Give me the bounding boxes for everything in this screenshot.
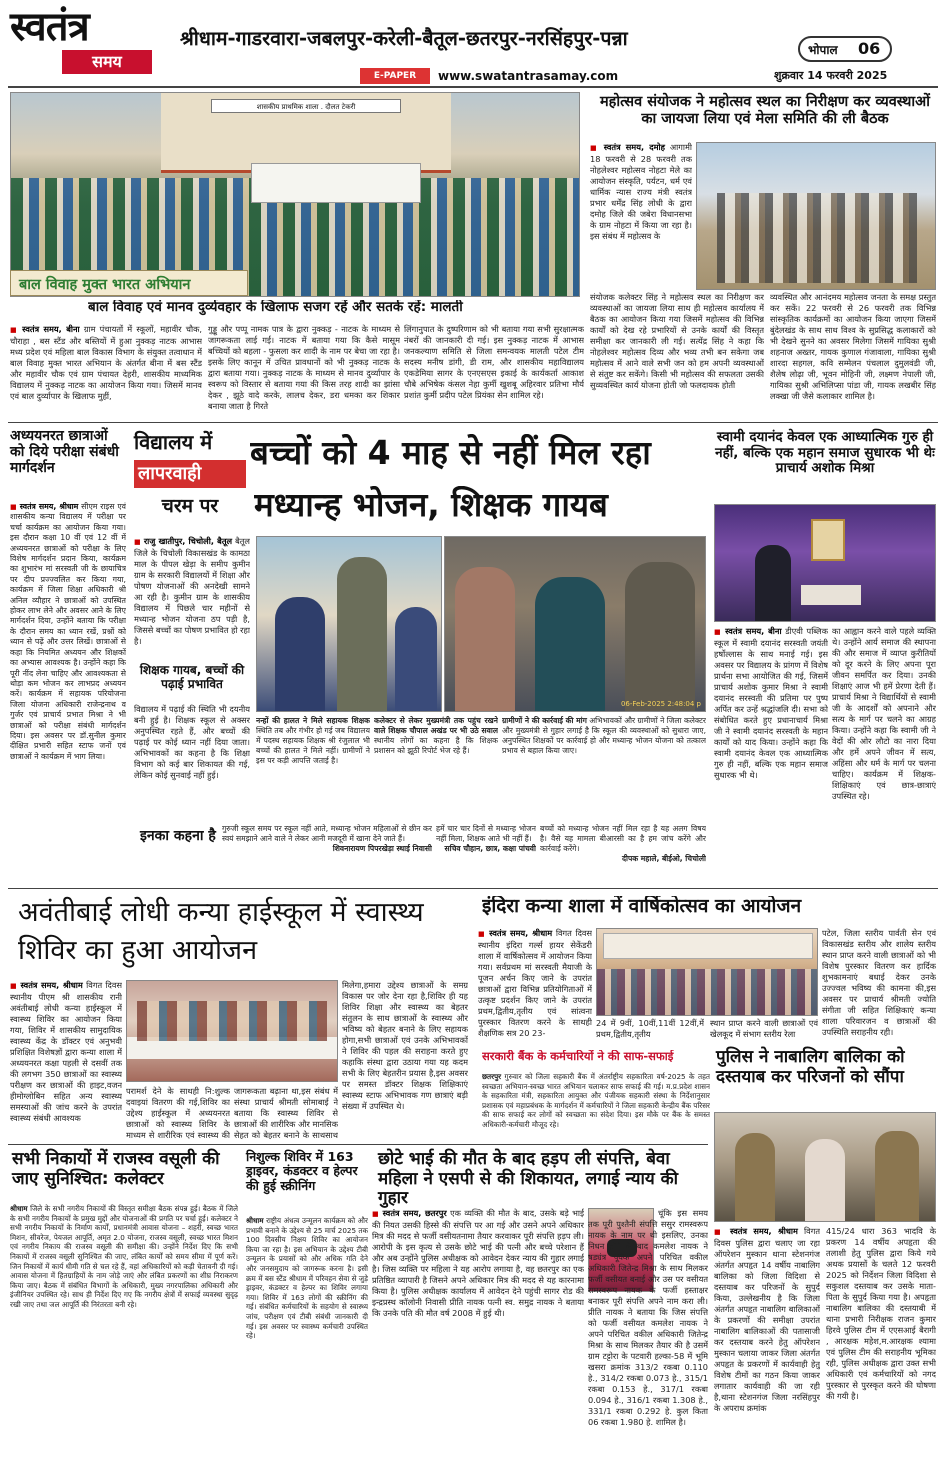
story6-headline: अवंतीबाई लोधी कन्या हाईस्कूल में स्वास्थ्य शिविर का हुआ आयोजन: [18, 897, 424, 966]
story1-dateline: ■ स्वतंत्र समय, बीना: [10, 324, 80, 334]
story4-body2: विद्यालय में पढ़ाई की स्थिति भी दयनीय बनी हुई है। शिक्षक स्कूल से अक्सर अनुपस्थित रहते हैं, और बच्चों की पढ़ाई पर कोई ध्यान नहीं दिया जाता। अभिभावकों का कहना है कि शिक्षा विभाग को कई बार शिकायत की गई, लेकिन कोई सुनवाई नहीं हुई।: [134, 704, 250, 780]
story6-col3: जागरूकता बढ़ाना था,इस संबंध में संस्था प्राचार्य श्रीमती सोमाबाई ने बताया कि स्वास्थ्य शिविर से छात्राओं की शारीरिक और मानसिक सेहत को बेहतर बनाने के साथसाथ: [234, 1086, 338, 1140]
stage-banner: [603, 933, 813, 959]
story3-body-text: सीएम राइस एवं शासकीय कन्या विद्यालय में परीक्षा पर चर्चा कार्यक्रम का आयोजन किया गया। इस दौरान कक्षा 10 वीं एवं 12 वीं में अध्ययनरत छात्राओं को परीक्षा के लिए विशेष मार्गदर्शन प्रदान किया, कार्यक्रम का शुभारंभ मां सरस्वती जी के छायाचित्र पर दीप प्रज्ज्वलित कर किया गया, कार्यक्रम में जिला शिक्षा अधिकारी श्री अनिल व्यौहार ने छात्राओं को उपस्थित होकर लाभ लेने और अवसर आने के लिए मार्गदर्शन दिया, उन्होंने बताया कि परीक्षा के दौरान समय का ध्यान रखें, प्रश्नों को ध्यान से पढ़ें और उत्तर लिखें। छात्राओं से कहा कि नियमित अध्ययन और शिक्षकों का अभ्यास आवश्यक है। उन्होंने कहा कि पूरी नींद लेना चाहिए और आवश्यकता से थोड़ा कम भोजन कर लाभप्रद अध्ययन करें। कार्यक्रम में सहायक परियोजना जिला योजना अधिकारी राजेन्द्रनाथ व गुर्जर एवं प्राचार्य प्रभात मिश्रा ने भी छात्राओं को परीक्षा संबंधी मार्गदर्शन दिया। इस अवसर पर डॉ.सुनील कुमार दीक्षित प्रभारी सहित स्टाफ जनों एवं छात्राओं ने कार्यक्रम में भाग लिया।: [10, 502, 126, 761]
story3-body: [10, 502, 126, 878]
police-handover-photo: [714, 1112, 936, 1222]
rule-row1: [8, 422, 938, 423]
villager-3: [625, 562, 695, 712]
dayanand-tribute-photo: [714, 504, 936, 622]
police-officer-1: [735, 1133, 775, 1222]
epaper-strip: [180, 68, 940, 84]
story9-headline: पुलिस ने नाबालिग बालिका को दस्तयाब कर परिजनों को सौंपा: [716, 1047, 905, 1087]
school-children-photo: [256, 536, 442, 712]
caption-3: [502, 716, 706, 812]
villager-1: [455, 567, 515, 712]
quote-1-by: शिवनारायण पिपरखेड़ा स्थाई निवासी: [332, 844, 432, 853]
caption-3-body: अभिभावकों और ग्रामीणों ने जिला कलेक्टर और मुख्यमंत्री से गुहार लगाई है कि स्कूल की व्यवस्थाओं को सुधारा जाए, अनुपस्थित शिक्षकों पर कार्रवाई हो और मध्यान्ह भोजन योजना को तत्काल प्रभाव से बहाल किया जाए।: [502, 716, 706, 755]
rule-row3: [8, 1144, 708, 1145]
story8-dateline: छतरपुर: [482, 1072, 502, 1081]
story12-col1-text: एक व्यक्ति की मौत के बाद, उसके बड़े भाई की नियत उसकी हिस्से की संपत्ति पर आ गई और उसने अपने अधिकार मित्र की मदद से फर्जी वसीयतनामा तैयार करवाकर पूरी संपत्ति हड़प ली। आरोपी के इस कृत्य से उसके छोटे भाई की पत्नी और बच्चे परेशान हैं और अब उन्होंने पुलिस अधीक्षक को आवेदन देकर न्याय की गुहार लगाई है। जिस व्यक्ति पर महिला ने यह आरोप लगाया है, वह छतरपुर का एक प्रतिष्ठित व्यापारी है जिसने अपने अधिकार मित्र की मदद से यह कारनामा किया है। पुलिस अधीक्षक कार्यालय में आवेदन देने पहुंची सागर रोड की इन्द्रप्रस्थ कॉलोनी निवासी प्रीति नायक पत्नी स्व. समुद्र नायक ने बताया कि उनके पति की मौत वर्ष 2008 में हुई थी।: [372, 1208, 584, 1318]
story7-col-right: पटेल, जिला स्तरीय पार्वती सेन एवं विकासखंड स्तरीय और शालेय स्तरीय स्थान प्राप्त करने वाली छात्राओं को भी विशेष पुरस्कार वितरण कर हार्दिक शुभकामनाएं बधाई देकर उनके उज्ज्वल भविष्य की कामना की,इस अवसर पर प्राचार्य श्रीमती ज्योति संगीता जी सहित शिक्षिकाएं कन्या शाला परिवारजन व छात्राओं की उपस्थिति सराहनीय रही।: [822, 928, 936, 1037]
story3-dateline: ■ स्वतंत्र समय, श्रीधाम: [10, 502, 78, 511]
camp-people: [137, 1001, 327, 1041]
story10-body: [10, 1204, 238, 1460]
story6-col1: [10, 980, 122, 1140]
quote-3-by: दीपक महाले, बीईओ, चिचोली: [621, 854, 706, 863]
mela-inspection-photo: [696, 142, 936, 290]
story12-col1: [372, 1208, 584, 1460]
issue-date: शुक्रवार 14 फरवरी 2025: [774, 69, 888, 82]
banner-caption-bar: [10, 270, 248, 296]
story9-col1-text: विगत दिवस पुलिस द्वारा चलाए जा रहा ऑपरेशन मुस्कान थाना स्टेशनगंज अंतर्गत अपहृत 14 वर्षीय नाबालिग बालिका को जिला विदिशा से दस्तयाब कर परिजनों के सुपुर्द किया, उल्लेखनीय है कि जिला अंतर्गत अपहृत नाबालिग बालिकाओं के प्रकरणों की समीक्षा उपरांत नाबालिग बालिकाओं की पतासाजी कर दस्तयाब करने हेतु ऑपरेशन मुस्कान चलाया जाकर जिला अंतर्गत अपहृत के प्रकरणों में कार्यवाही हेतु विशेष टीमों का गठन किया जाकर लगातार कार्यवाही की जा रही है,थाना स्टेशनगंज जिला नरसिंहपुर के अपराध क्रमांक: [714, 1226, 820, 1413]
photo-timestamp: 06-Feb-2025 2:48:04 p: [620, 700, 701, 708]
story1-headline: बाल विवाह एवं मानव दुर्व्यवहार के खिलाफ सजग रहें और सतर्क रहें: मालती: [88, 300, 463, 315]
story4-headline-line1: बच्चों को 4 माह से नहीं मिल रहा: [250, 434, 651, 472]
story7-under-photo-left: 24 में 9वीं, 10वीं,11वीं 12वीं,में प्रथम,द्वितीय,तृतीय: [596, 1018, 704, 1039]
edition-city: भोपाल: [808, 43, 838, 57]
child-figure-2: [395, 607, 437, 712]
story10-dateline: श्रीधाम: [10, 1204, 28, 1213]
caption-1-body: स्थिति तब और गंभीर हो गई जब विद्यालय में पदस्थ सहायक शिक्षक श्री रंजुलाल भी बच्चों की हालत ने मिले नहीं। ग्रामीणों ने इस पर कड़ी आपत्ति जताई है।: [256, 726, 370, 765]
story7-col1-text: विगत दिवस स्थानीय इंदिरा गर्ल्स हायर सेकेंडरी शाला में वार्षिकोत्सव में आयोजन किया गया। सर्वप्रथम मां सरस्वती मैयाजी के पूजन अर्चन किए जाने के उपरांत छात्राओं द्वारा विभिन्न प्रतियोगिताओं में उत्कृष्ट प्रदर्शन किए जाने के उपरांत प्रथम,द्वितीय,तृतीय एवं सांत्वना पुरस्कार वितरण करने के साथही शैक्षणिक सत्र 20 23-: [478, 928, 592, 1038]
kicker-red: लापरवाही: [134, 460, 246, 488]
story5-headline: स्वामी दयानंद केवल एक आध्यात्मिक गुरु ही नहीं, बल्कि एक महान समाज सुधारक भी थेः प्राचार्य अशोक मिश्रा: [715, 429, 935, 477]
story5-col1-text: डीएवी पब्लिक स्कूल में स्वामी दयानंद सरस्वती जयंती हर्षोल्लास के साथ मनाई गई। इस अवसर पर विद्यालय के प्रांगण में विशेष प्रार्थना सभा आयोजित की गई, जिसमें प्राचार्य अशोक कुमार मिश्रा ने स्वामी दयानंद सरस्वती की प्रतिमा पर पुष्प अर्पित कर उन्हें श्रद्धांजलि दी। सभा को संबोधित करते हुए प्रधानाचार्य मिश्रा जी ने स्वामी दयानंद सरस्वती के महान कार्यों को याद किया। उन्होंने कहा कि स्वामी दयानंद केवल एक आध्यात्मिक गुरु ही नहीं, बल्कि एक महान समाज सुधारक भी थे।: [714, 626, 828, 780]
principal-figure: [755, 545, 791, 622]
girl-figure: [805, 1139, 845, 1222]
story4-headline-line2: मध्यान्ह भोजन, शिक्षक गायब: [254, 486, 608, 524]
child-marriage-group-photo: [10, 92, 580, 297]
story1-col3: लिंगानुपात के दुष्परिणाम को भी बताया गया सभी सुरक्षात्मक नंबरों की जानकारी दी गई। इस नुक्कड़ नाटक में आभास जनकल्याण समिति से जिला समन्वयक मालती पटेल टीम सदस्य मनीष डांगी, डी राम, और शासकीय महाविद्यालय एकडेमिया सागर के एनएसएस इकाई के कार्यकर्ता आकाश चौबे अभिषेक कंसल नेहा कुर्मी खुशबू अहिरवार प्रतिभा मौर्य प्रशांत कुर्मी प्रदीप पटेल प्रियंका सेन शामिल रहे।: [404, 324, 584, 400]
quote-2-text: हमें चार चार दिनों से मध्यान्ह भोजन नहीं मिला, शिक्षक आते भी नहीं हैं।: [436, 824, 536, 843]
banner-caption: बाल विवाह मुक्त भारत अभियान: [19, 277, 191, 293]
child-figure-1: [275, 597, 325, 712]
quote-1: [222, 824, 432, 884]
caption-1: [256, 716, 370, 812]
story6-col1-text: विगत दिवस स्थानीय पीएम श्री शासकीय रानी अवंतीबाई लोधी कन्या हाईस्कूल में स्वास्थ्य शिविर का आयोजन किया गया, शिविर में शासकीय सामुदायिक स्वास्थ्य केंद्र के डॉक्टर एवं अनुभवी प्रशिक्षित विशेषज्ञों द्वारा कन्या शाला में अध्ययनरत कक्षा पहली से दसवीं तक की लगभग 350 छात्राओं का स्वास्थ्य परीक्षण कर छात्राओं की हाइट,वजन हीमोग्लोबिन सहित अन्य स्वास्थ्य समस्याओं की जांच करने के उपरांत स्वास्थ्य संबंधी आवश्यक: [10, 980, 122, 1123]
story9-col1: [714, 1226, 820, 1460]
story2-col-left-text: आगामी 18 फरवरी से 28 फरवरी तक नोहलेश्वर महोत्सव नोहटा मेले का आयोजन संस्कृति, पर्यटन, धर्म एवं धार्मिक न्यास राज्य मंत्री स्वतंत्र प्रभार धर्मेंद्र सिंह लोधी के द्वारा दमोह जिले की जबेरा विधानसभा के ग्राम नोहटा में किया जा रहा है। इस संबंध में महोत्सव के: [590, 142, 692, 241]
story6-col4: मिलेगा,हमारा उद्देश्य छात्राओं के समग्र विकास पर जोर देना रहा है,शिविर ही यह शिविर शिक्षा और स्वास्थ्य का बेहतर संतुलन के साथ छात्राओं के स्वास्थ्य और भविष्य को बेहतर बनाने के लिए सहायक होगा,सभी छात्राओं एवं उनके अभिभावकों ने शिविर की पहल की सराहना करते हुए कहाकि संस्था द्वारा उठाया गया यह कदम सभी के लिए बेहतरीन प्रयास है,इस अवसर पर समस्त डॉक्टर शिक्षक शिक्षिकाएं स्वास्थ्य स्टाफ अभिभावक गण छात्राएं बड़ी संख्या में उपस्थित थे।: [342, 980, 468, 1111]
story9-dateline: ■ स्वतंत्र समय, श्रीधाम: [714, 1226, 798, 1236]
story7-under-photo-right: स्थान प्राप्त करने वाली छात्राओं एवं खेलकूद में संभाग स्तरीय रेला: [710, 1018, 818, 1039]
story2-headline: महोत्सव संयोजक ने महोत्सव स्थल का निरीक्षण कर व्यवस्थाओं का जायजा लिया एवं मेला समिति की ली बैठक: [600, 94, 930, 127]
masthead-logo-top: स्वतंत्र: [10, 4, 89, 50]
quote-2-by: सचिव चौहान, छात्र, कक्षा पांचवी: [444, 844, 536, 853]
epaper-label: E-PAPER: [360, 68, 430, 84]
masthead-cities: श्रीधाम-गाडरवारा-जबलपुर-करेली-बैतूल-छतरपुर-नरसिंहपुर-पन्ना: [180, 27, 628, 50]
story12-dateline: ■ स्वतंत्र समय, छतरपुर: [372, 1208, 447, 1218]
quote-3: [540, 824, 706, 884]
story4-kicker: [134, 428, 246, 532]
health-camp-photo: [126, 980, 338, 1082]
edition-badge: [798, 36, 892, 62]
story1-col2: गुड्डू और पप्पू नामक पात्र के द्वारा नुक्कड़ - नाटक के माध्यम से जागरूकता लाई गई। नाटक में बताया गया कि कैसे मासूम बच्चियों को बहला - फुसला कर शादी के नाम पर बेचा जा रहा है। इसके लिए कानून में उचित प्रावधानों को भी नुक्कड़ नाटक के द्वारा बताया गया। नुक्कड़ नाटक के माध्यम से मानव दुर्व्यापार के स्वरूप को विस्तार से बताया गया की किस तरह शादी का झांसा देकर , झूठे वादे करके, लालच देकर, डरा धमका कर शिकार बनाया जाता है गिरते: [208, 324, 400, 411]
story4-intro-text: बैतूल जिले के चिचोली विकासखंड के कामठा माल के पीपल खेड़ा के समीप कुमीन ग्राम के सरकारी विद्यालयों में शिक्षा और पोषण योजनाओं की अनदेखी सामने आ रही है। कुमीन ग्राम के शासकीय विद्यालय में पिछले चार महीनों से मध्यान्ह भोजन योजना ठप पड़ी है, जिससे बच्चों का पोषण प्रभावित हो रहा है।: [134, 536, 250, 646]
story5-col2: का आह्वान करने वाले पहले व्यक्ति थे। उन्होंने आर्य समाज की स्थापना की और समाज में व्याप्त कुरीतियों को दूर करने के लिए अपना पूरा जीवन समर्पित कर दिया। उनकी शिक्षाएं आज भी हमें प्रेरणा देती हैं। प्राचार्य मिश्रा ने विद्यार्थियों से स्वामी जी के आदर्शों को अपनाने और सत्य के मार्ग पर चलने का आग्रह किया। उन्होंने कहा कि स्वामी जी ने वेदों की ओर लौटो का नारा दिया और हमें अपने जीवन में सत्य, अहिंसा और धर्म के मार्ग पर चलना चाहिए। कार्यक्रम में शिक्षक-शिक्षिकाएं एवं छात्र-छात्राएं उपस्थित रहे।: [832, 626, 936, 801]
story11-body-text: राष्ट्रीय अंधत्व उन्मूलन कार्यक्रम को और प्रभावी बनाने के उद्देश्य से 25 मार्च 2025 तक 100 दिवसीय निक्षय शिविर का आयोजन किया जा रहा है। इस अभियान के उद्देश्य टीबी उन्मूलन के प्रयासों को और अधिक गति देने और जनसमुदाय को जागरूक करना है। इसी क्रम में बस स्टैंड श्रीधाम में परिवहन सेवा से जुड़े ड्राइवर, कंडक्टर व हेल्पर का शिविर लगाया गया। शिविर में 163 लोगों की स्क्रीनिंग की गई। संबंधित कर्मचारियों के सहयोग से स्वास्थ्य जांच, परीक्षण एवं टीबी संबंधी जानकारी दी गई। इस अवसर पर स्वास्थ्य कर्मचारी उपस्थित रहे।: [246, 1216, 368, 1341]
story10-headline: सभी निकायों में राजस्व वसूली की जाए सुनिश्चित: कलेक्टर: [12, 1149, 220, 1189]
story1-col1-text: ग्राम पंचायतों में स्कूलों, महावीर चौक, चौराहा , बस स्टैंड और बस्तियों में हुआ नुक्कड़ नाटक आभास मध्य प्रदेश एवं महिला बाल विकास विभाग के संयुक्त तत्वाधान में बाल विवाह मुक्त भारत अभियान के अंतर्गत बीना में बस स्टैंड और महावीर चौक एवं ग्राम पंचायत देहरी, शासकीय माध्यमिक विद्यालय में नुक्कड़ नाटक का आयोजन किया गया। जिसमें मानव एवं बाल दुर्व्यापार के खिलाफ मुहीं,: [10, 324, 202, 401]
caption-2: [374, 716, 498, 812]
story11-headline: निशुल्क शिविर में 163 ड्राइवर, कंडक्टर व हेल्पर की हुई स्क्रीनिंग: [246, 1149, 358, 1193]
table-shape: [801, 585, 861, 605]
story7-headline: इंदिरा कन्या शाला में वार्षिकोत्सव का आयोजन: [482, 896, 802, 917]
story11-dateline: श्रीधाम: [246, 1216, 264, 1225]
story4-dateline: ■ राजु खातीपुर, चिचोली, बैतूल: [134, 536, 232, 546]
masthead: [0, 0, 945, 86]
story9-col2: 415/24 धारा 363 भादवि के प्रकरण 14 वर्षीय अपहृता की तलाशी हेतु पुलिस द्वारा किये गये अथक प्रयासों के चलते 12 फरवरी 2025 को निर्देशन जिला विदिशा से सकुशल दस्तयाब कर उसके माता-पिता के सुपुर्द किया गया है। अपहृता नाबालिग बालिका की दस्तयाबी में थाना प्रभारी निरीक्षक राजन कुमार हिरवे पुलिस टीम में एएसआई बैरागी , आरक्षक महेश,म.आरक्षक श्यामा एवं पुलिस टीम की सराहनीय भूमिका रही, पुलिस अधीक्षक द्वारा उक्त सभी अधिकारी एवं कर्मचारियों को नगद पुरस्कार से पुरस्कृत करने की घोषणा की गयी है।: [826, 1226, 936, 1401]
story6-col2: परामर्श देने के साथही नि:शुल्क दवाइयां वितरण की गई,शिविर का उद्देश्य हाईस्कूल में अध्ययनरत छात्राओं को स्वास्थ्य शिविर के माध्यम से शारीरिक एवं स्वास्थ्य की: [126, 1086, 230, 1140]
story11-body: [246, 1216, 368, 1460]
story5-dateline: ■ स्वतंत्र समय, बीना: [714, 626, 782, 636]
story4-intro: [134, 536, 250, 658]
caption-1-title: नन्हों की हालत ने मिले सहायक शिक्षक: [256, 716, 370, 725]
kicker-bottom: चरम पर: [161, 495, 219, 517]
caption-2-title: कलेक्टर से लेकर मुख्यमंत्री तक पहुंच रखने वाले शिक्षक चौपाल अखंड पर भी उठे सवाल: [374, 716, 498, 735]
story12-headline: छोटे भाई की मौत के बाद हड़प ली संपत्ति, बेवा महिला ने एसपी से की शिकायत, लगाई न्याय की गुहार: [378, 1149, 679, 1209]
quote-label: इनका कहना है: [140, 828, 216, 844]
masthead-logo-bottom: समय: [62, 50, 152, 74]
quote-1-text: गुरुजी स्कूल समय पर स्कूल नहीं आते, मध्यान्ह भोजन महिलाओं से छीन कर स्वयं समझाने आने वाले ने लेकर आनी मजदूरी में खाना देने जाते हैं।: [222, 824, 432, 843]
story2-col-b: व्यवस्थित और आनंदमय महोत्सव जनता के समक्ष प्रस्तुत कर सकें। 22 फरवरी से 26 फरवरी तक विभिन्न सांस्कृतिक कार्यक्रमों का आयोजन किया जाएगा जिसमें बुंदेलखंड के साथ साथ विश्व के सुप्रसिद्ध कलाकारों को भी देखने सुनने का अवसर मिलेगा जिसमें गायिका सुश्री शहनाज अख्तर, गायक कुणाल गंजावाला, गायिका सुश्री शारदा सहगल, कवि सम्मेलन पंचलाल दुमुलवंडी जी, शैलेष लोढ़ा जी, भूवन मोहिनी जी, लक्ष्मण नेपाली जी, गायिका सुश्री अभिलिप्सा पांडा जी, गायक लखबीर सिंह लक्खा जी जैसे कलाकार शामिल है।: [770, 292, 936, 401]
villagers-photo: [444, 536, 706, 712]
story10-body-text: जिले के सभी नगरीय निकायों की विस्तृत समीक्षा बैठक संपन्न हुई। बैठक में जिले के सभी नगरीय निकायों के प्रमुख मुद्दों और योजनाओं की प्रगति पर चर्चा हुई। कलेक्टर ने सभी नगरीय निकायों के निर्माण कार्यों, प्रधानमंत्री आवास योजना – शहरी, स्वच्छ भारत मिशन, सीवरेज, पेयजल आपूर्ति, अमृत 2.0 योजना, राजस्व वसूली, स्वच्छ भारत मिशन एवं नगरीय निकाय की राजस्व वसूली की समीक्षा की। उन्होंने निर्देश दिए कि सभी निकायों में राजस्व वसूली सुनिश्चित की जाए, लंबित कार्यों को समय सीमा में पूर्ण करें। जिन निकायों में कार्य धीमी गति से चल रहे हैं, वहां अधिकारियों को कड़ी चेतावनी दी गई। आवास योजना में हितग्राहियों के नाम जोड़े जाएं और लंबित प्रकरणों का शीघ्र निराकरण किया जाए। बैठक में संबंधित विभागों के अधिकारी, मुख्य नगरपालिका अधिकारी और इंजीनियर उपस्थित रहे। साथ ही निर्देश दिए गए कि नगरीय क्षेत्रों में सफाई व्यवस्था सुदृढ़ रखी जाए तथा जल आपूर्ति की निरंतरता बनी रहे।: [10, 1204, 238, 1309]
officials-group: [717, 193, 917, 283]
page-number: 06: [858, 39, 881, 58]
quote-2: [436, 824, 536, 884]
awareness-banner-white: [251, 163, 421, 203]
story7-col1: [478, 928, 592, 1040]
story2-col-left: [590, 142, 692, 290]
story2-col-a: संयोजक कलेक्टर सिंह ने महोत्सव स्थल का निरीक्षण कर व्यवस्थाओं का जायजा लिया साथ ही महोत्सव कार्यालय में बैठक का आयोजन किया गया जिसमें महोत्सव की विभिन्न कार्यों को देख रहे प्रभारियों से उनके कार्यों की विस्तृत समीक्षा कर जानकारी ली गई। सत्येंद्र सिंह ने कहा कि नोहलेश्वर महोत्सव दिव्य और भव्य तभी बन सकेगा जब महोत्सव में आने वाले सभी जन को हम अपनी व्यवस्थाओं से संतुष्ट कर सकेंगे। किसी भी महोत्सव की सफलता उसकी सुव्यवस्थित कार्य योजना होती जो फलदायक होती: [590, 292, 764, 390]
story6-dateline: ■ स्वतंत्र समय, श्रीधाम: [10, 980, 83, 990]
story12-col2: चूंकि इस समय तक पूरी पुश्तैनी संपत्ति ससुर रामस्वरूप नायक के नाम पर थी इसलिए, उनका निधन होने के बाद कमलेश नायक ने षड्यंत्र पूर्वक अपने परिचित वकील अधिकारी जितेन्द्र मिश्रा के साथ मिलकर फर्जी वसीयत बनाई और उस पर वसीयत रामस्वरूप नायक के फर्जी हस्ताक्षर बनाकर पूरी संपत्ति अपने नाम करा ली। प्रीति नायक ने बताया कि जिस संपत्ति को फर्जी वसीयत कमलेश नायक ने अपने परिचित वकील अधिकारी जितेन्द्र मिश्रा के साथ मिलकर तैयार की है उसमें ग्राम टट्टोरा के पटवारी हल्का-58 में भूमि खसरा क्रमांक 313/2 रकबा 0.110 हे., 314/2 रकबा 0.073 हे., 315/1 रकबा 0.153 हे., 317/1 रकबा 0.094 हे., 316/1 रकबा 1.308 हे., 331/1 रकबा 0.292 हे. कुल किता 06 रकबा 1.980 हे. शामिल है।: [588, 1208, 708, 1427]
website-link[interactable]: www.swatantrasamay.com: [438, 69, 619, 83]
story3-headline: अध्ययनरत छात्राओं को दिये परीक्षा संबंधी मार्गदर्शन: [10, 428, 119, 477]
teacher-figure: [337, 557, 387, 712]
story8-body-text: गुरुवार को जिला सहकारी बैंक में अंतर्राष्ट्रीय सहकारिता वर्ष-2025 के तहत स्वच्छता अभियान-स्वच्छ भारत अभियान चलाकर साफ सफाई की गई। म.प्र.प्रदेश शासन के सहकारिता मंत्री, सहकारिता आयुक्त और पंजीयक सहकारी संस्था के निर्देशानुसार प्रशासक एवं महाप्रबंधक के मार्गदर्शन में कर्मचारियों ने जिला सहकारी केन्द्रीय बैंक परिसर की साफ सफाई कर लोगों को स्वच्छता का संदेश दिया। इस मौके पर बैंक के समस्त अधिकारी-कर्मचारी मौजूद रहे।: [482, 1072, 710, 1129]
caption-3-title: ग्रामीणों ने की कार्रवाई की मांग: [502, 716, 587, 725]
masthead-rule: [8, 86, 938, 88]
quote-3-text: बच्चों को मध्यान्ह भोजन नहीं मिल रहा है यह अलग विषय है। वैसे यह मामला बीआरसी का है हम जांच करेंगे और कार्रवाई करेंगे।: [540, 824, 706, 853]
rule-row2: [8, 888, 938, 889]
story5-col1: [714, 626, 828, 882]
annual-function-photo: [596, 928, 818, 1016]
portrait-frame: [811, 519, 845, 561]
villager-2: [535, 577, 605, 712]
caption-2-body: स्थानीय लोगों का कहना है कि शिक्षक प्रशासन को झूठी रिपोर्ट भेज रहे हैं।: [374, 736, 498, 755]
police-officer-2: [875, 1131, 919, 1222]
story7-dateline: ■ स्वतंत्र समय, श्रीधाम: [478, 928, 552, 938]
story4-subhead: शिक्षक गायब, बच्चों की पढ़ाई प्रभावित: [139, 663, 245, 691]
story8-headline: सरकारी बैंक के कर्मचारियों ने की साफ-सफाई: [482, 1050, 674, 1063]
story1-col1: [10, 324, 202, 416]
kicker-top: विद्यालय में: [134, 430, 213, 454]
audience-rows: [597, 969, 818, 1016]
story8-body: [482, 1072, 710, 1140]
story2-dateline: ■ स्वतंत्र समय, दमोह: [590, 142, 665, 152]
school-sign: शासकीय प्राथमिक शाला . दौलत टेकरी: [211, 99, 401, 113]
